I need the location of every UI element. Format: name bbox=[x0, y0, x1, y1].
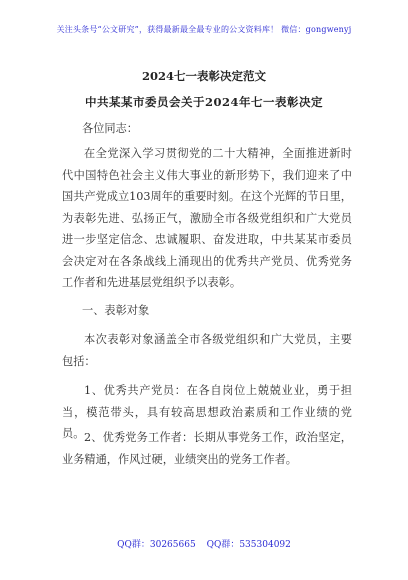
section-heading-award-targets: 一、表彰对象 bbox=[82, 304, 150, 317]
footer-qq-group-1: QQ群：30265665 bbox=[117, 540, 196, 550]
document-title: 2024七一表彰决定范文 bbox=[141, 69, 266, 83]
footer-qq-groups bbox=[0, 537, 408, 550]
document-subtitle: 中共某某市委员会关于2024年七一表彰决定 bbox=[84, 95, 323, 109]
salutation: 各位同志： bbox=[82, 122, 138, 135]
paragraph-excellent-party-members: 1、优秀共产党员：在各自岗位上兢兢业业，勇于担当，模范带头，具有较高思想政治素质和工作业绩的党员。 bbox=[62, 384, 352, 440]
paragraph-intro: 在全党深入学习贯彻党的二十大精神，全面推进新时代中国特色社会主义伟大事业的新形势下，我们迎来了中国共产党成立103周年的重要时刻。在这个光辉的节日里，为表彰先进、弘扬正气，激励全市各级党组织和广大党员进一步坚定信念、忠诚履职、奋发进取，中共某某市委员会决定对在各条战线上涌现出的优秀共产党员、优秀党务工作者和先进基层党组织予以表彰。 bbox=[62, 147, 352, 289]
paragraph-scope: 本次表彰对象涵盖全市各级党组织和广大党员，主要包括： bbox=[62, 333, 352, 368]
footer-qq-group-2: QQ群：535304092 bbox=[206, 540, 291, 550]
paragraph-excellent-party-workers: 2、优秀党务工作者：长期从事党务工作，政治坚定，业务精通，作风过硬，业绩突出的党务工作者。 bbox=[62, 431, 352, 466]
top-banner: 关注头条号“公文研究”，获得最新最全最专业的公文资料库！ 微信：gongwenyj bbox=[56, 25, 352, 34]
